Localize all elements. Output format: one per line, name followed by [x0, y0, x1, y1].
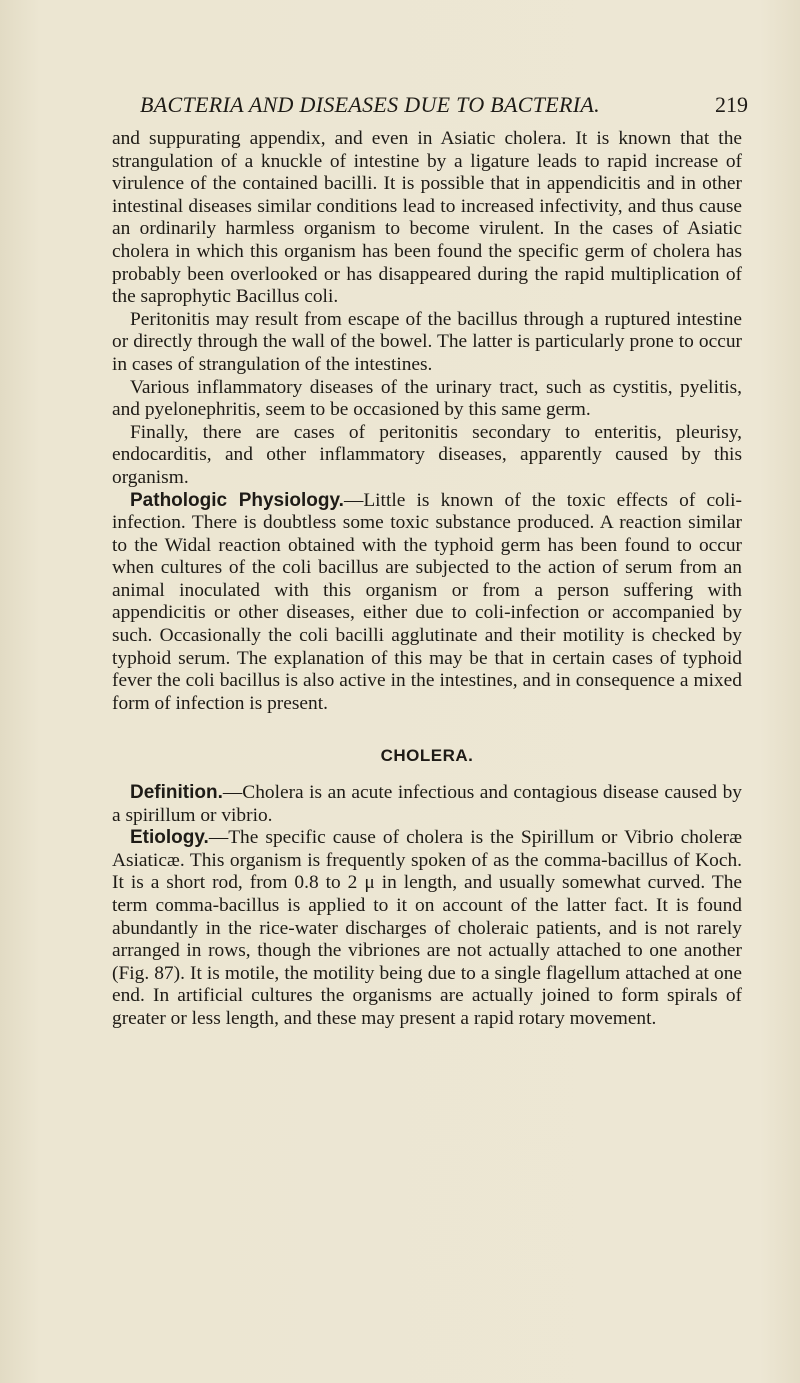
running-head [140, 92, 748, 118]
paragraph-definition-text: —Cholera is an acute infectious and contagious disease caused by a spirillum or vibrio. [112, 782, 742, 826]
paragraph-urinary-tract: Various inflammatory diseases of the urinary tract, such as cystitis, pyelitis, and pyelonephritis, seem to be occasioned by this same germ. [112, 376, 742, 421]
run-in-heading-pathologic-physiology: Pathologic Physiology. [130, 489, 344, 511]
paragraph-pathologic-physiology-text: —Little is known of the toxic effects of coli-infection. There is doubtless some toxic substance produced. A reaction similar to the Widal reaction obtained with the typhoid germ has been found to occur when cultures of the coli bacillus are subjected to the action of serum from an animal inoculated with this organism or from a person suffering with appendicitis or other diseases, either due to coli-infection or accompanied by such. Occasionally the coli bacilli agglutinate and their motility is checked by typhoid serum. The explanation of this may be that in certain cases of typhoid fever the coli bacillus is also active in the intestines, and in consequence a mixed form of infection is present. [112, 489, 742, 714]
paragraph-definition [112, 782, 742, 827]
page-number: 219 [715, 92, 748, 117]
paragraph-peritonitis: Peritonitis may result from escape of the bacillus through a ruptured intestine or directly through the wall of the bowel. The latter is particularly prone to occur in cases of strangulation of the intestines. [112, 308, 742, 375]
paragraph-pathologic-physiology [112, 490, 742, 716]
running-title: BACTERIA AND DISEASES DUE TO BACTERIA. [140, 92, 600, 117]
paragraph-continuation: and suppurating appendix, and even in Asiatic cholera. It is known that the strangulation of a knuckle of intestine by a ligature leads to rapid increase of virulence of the contained bacilli. It is possible that in appendicitis and in other intestinal diseases similar conditions lead to increased infectivity, and thus cause an ordinarily harmless organism to become virulent. In the cases of Asiatic cholera in which this organism has been found the specific germ of cholera has probably been overlooked or has disappeared during the rapid multiplication of the saprophytic Bacillus coli. [112, 128, 742, 308]
run-in-heading-etiology: Etiology. [130, 827, 209, 849]
section-heading-cholera: CHOLERA. [380, 746, 474, 766]
paragraph-finally: Finally, there are cases of peritonitis secondary to enteritis, pleurisy, endocarditis, and other inflammatory diseases, apparently caused by this organism. [112, 421, 742, 488]
paragraph-etiology [112, 827, 742, 1030]
run-in-heading-definition: Definition. [130, 782, 223, 804]
paragraph-etiology-text: —The specific cause of cholera is the Spirillum or Vibrio choleræ Asiaticæ. This organism is frequently spoken of as the comma-bacillus of Koch. It is a short rod, from 0.8 to 2 μ in length, and usually somewhat curved. The term comma-bacillus is applied to it on account of the latter fact. It is found abundantly in the rice-water discharges of choleraic patients, and is not rarely arranged in rows, though the vibriones are not actually attached to one another (Fig. 87). It is motile, the motility being due to a single flagellum attached at one end. In artificial cultures the organisms are actually joined to form spirals of greater or less length, and these may present a rapid rotary movement. [112, 827, 742, 1029]
body-text [112, 128, 742, 1031]
